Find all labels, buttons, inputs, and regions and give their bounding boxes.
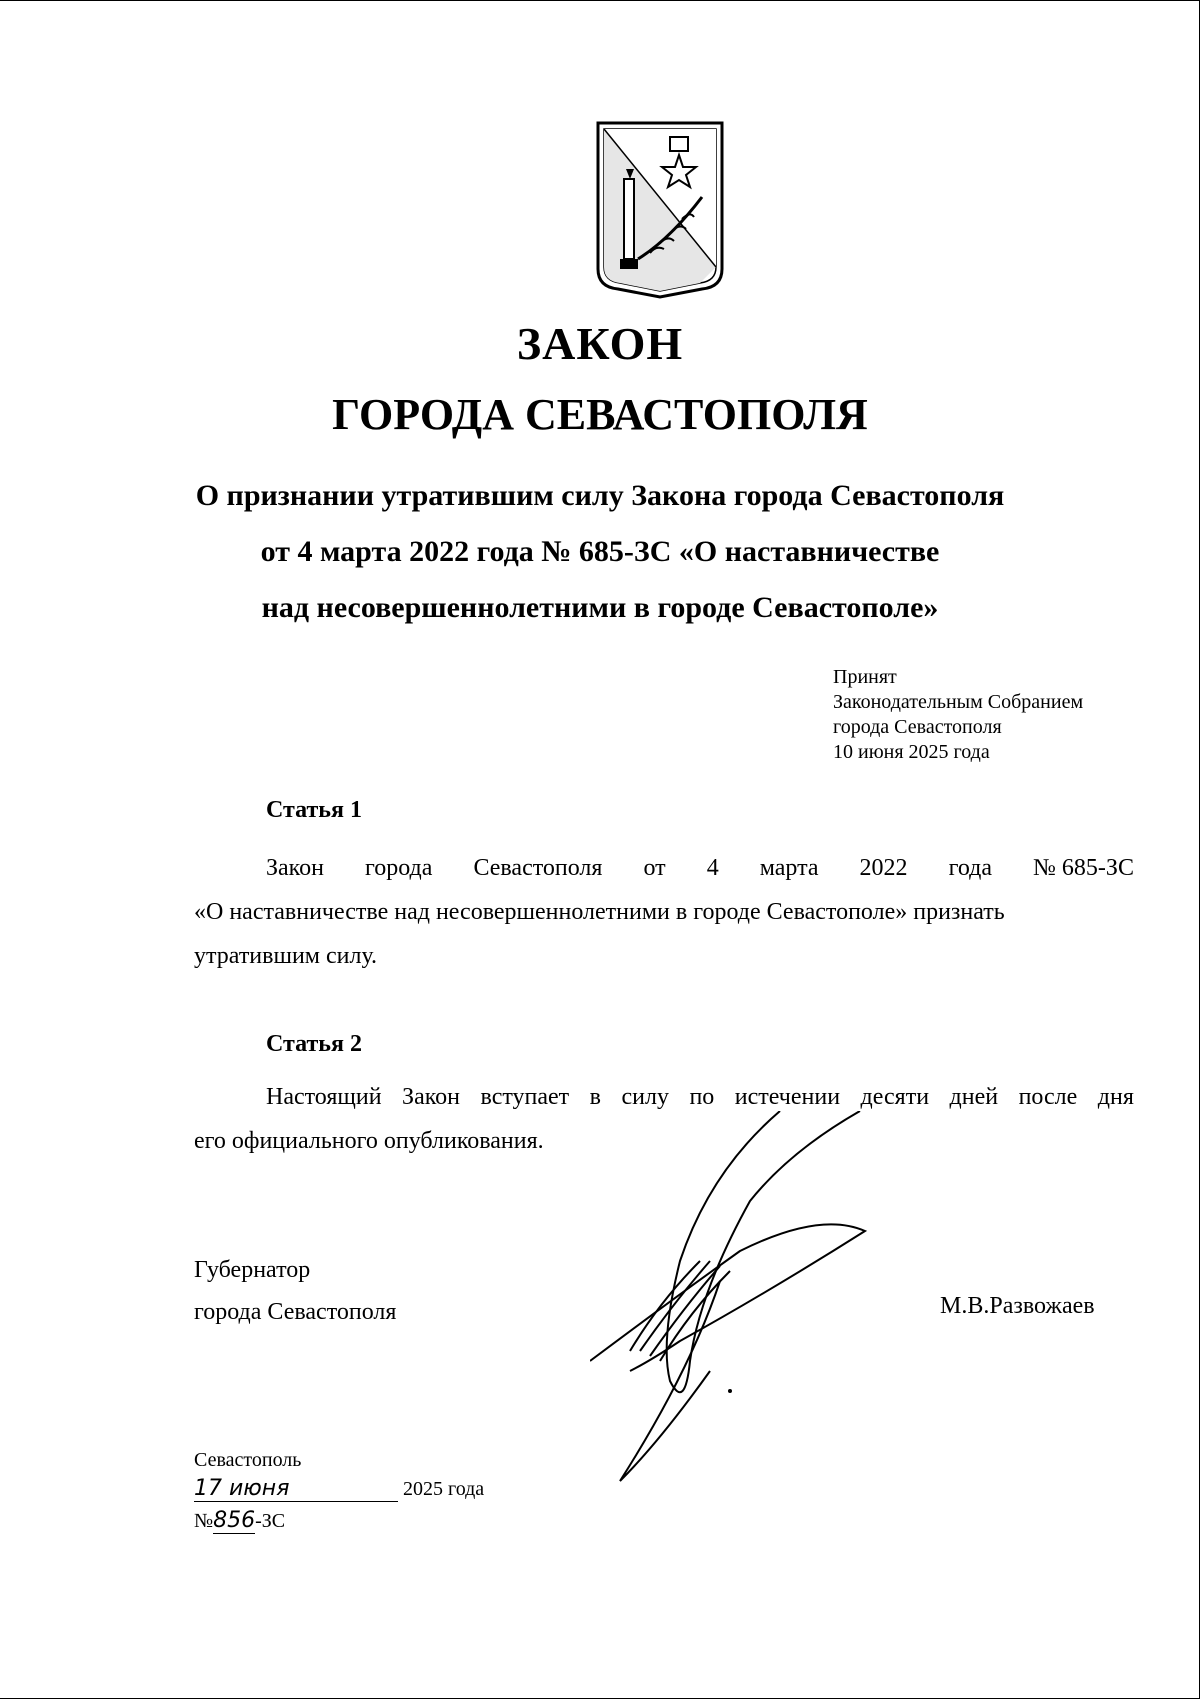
document-footer bbox=[194, 1449, 484, 1534]
adoption-line-1: Принят bbox=[833, 666, 897, 688]
subject-line-3: над несовершеннолетними в городе Севастополе» bbox=[261, 591, 939, 624]
signatory-name: М.В.Развожаев bbox=[940, 1293, 1095, 1319]
number-suffix: -ЗС bbox=[255, 1510, 286, 1532]
article-1-line-1: Закон города Севастополя от 4 марта 2022 года № 685-ЗС bbox=[266, 855, 1134, 881]
coat-of-arms-icon bbox=[590, 119, 730, 299]
subject-line-1: О признании утратившим силу Закона города Севастополя bbox=[195, 479, 1005, 512]
footer-date-line bbox=[194, 1476, 484, 1502]
article-2-line-2: его официального опубликования. bbox=[194, 1128, 544, 1154]
footer-city: Севастополь bbox=[194, 1449, 302, 1471]
article-2-line-1: Настоящий Закон вступает в силу по истечении десяти дней после дня bbox=[266, 1084, 1134, 1110]
handwritten-signature-icon bbox=[590, 1111, 880, 1491]
footer-year: 2025 года bbox=[403, 1478, 485, 1500]
article-2-title: Статья 2 bbox=[266, 1031, 362, 1057]
handwritten-number: 856 bbox=[213, 1508, 256, 1533]
number-sign: № bbox=[194, 1510, 214, 1532]
adoption-line-3: города Севастополя bbox=[833, 716, 1002, 738]
adoption-line-2: Законодательным Собранием bbox=[833, 691, 1084, 713]
signatory-position-line-1: Губернатор bbox=[194, 1257, 311, 1283]
adoption-date: 10 июня 2025 года bbox=[833, 741, 990, 763]
article-1-text bbox=[194, 846, 1134, 978]
document-title: ЗАКОН bbox=[516, 318, 684, 369]
footer-number-line bbox=[194, 1508, 484, 1534]
article-1-line-2: «О наставничестве над несовершеннолетними в городе Севастополе» признать bbox=[194, 899, 1005, 925]
signatory-position-line-2: города Севастополя bbox=[194, 1299, 397, 1325]
signatory-position bbox=[194, 1249, 396, 1333]
handwritten-date: 17 июня bbox=[194, 1476, 398, 1502]
adoption-note bbox=[833, 665, 1083, 765]
article-1-line-3: утратившим силу. bbox=[194, 943, 378, 969]
article-1-title: Статья 1 bbox=[266, 797, 362, 823]
document-subtitle: ГОРОДА СЕВАСТОПОЛЯ bbox=[332, 390, 868, 439]
subject-line-2: от 4 марта 2022 года № 685-ЗС «О наставничестве bbox=[260, 535, 940, 568]
